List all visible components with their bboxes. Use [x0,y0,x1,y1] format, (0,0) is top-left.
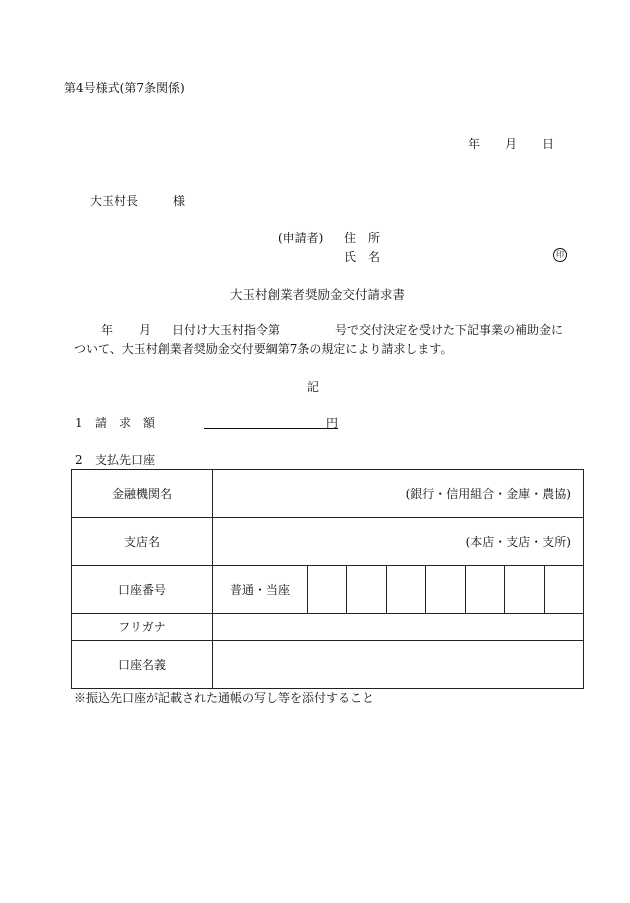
body-month-label: 月 [139,323,152,337]
body-line1-rest: 号で交付決定を受けた下記事業の補助金に [335,323,564,337]
address-label: 住 所 [344,231,381,245]
account-digit-box[interactable] [545,566,584,614]
amount-unit: 円 [326,416,339,430]
account-digit-box[interactable] [347,566,387,614]
bank-name-label: 金融機関名 [72,470,213,518]
furigana-field[interactable] [213,614,584,641]
account-type-options: 普通・当座 [213,566,308,614]
item2-number: 2 [75,453,83,467]
item2-label: 支払先口座 [95,453,156,467]
bank-account-table [71,469,584,689]
addressee-honorific: 様 [173,194,186,208]
date-year-label: 年 [468,137,481,151]
account-holder-label: 口座名義 [72,641,213,689]
item1-label: 請 求 額 [95,416,156,430]
account-digit-box[interactable] [308,566,347,614]
applicant-label: (申請者) [278,231,324,245]
body-line2: ついて、大玉村創業者奨励金交付要綱第7条の規定により請求します。 [74,342,453,356]
account-holder-field[interactable] [213,641,584,689]
account-number-label: 口座番号 [72,566,213,614]
name-label: 氏 名 [344,250,381,264]
item1-number: 1 [75,416,83,430]
body-year-label: 年 [101,323,114,337]
body-date-prefix: 日付け大玉村指令第 [172,323,281,337]
amount-underline [204,428,338,429]
branch-type-options: (本店・支店・支所) [213,518,584,566]
document-title: 大玉村創業者奨励金交付請求書 [230,287,406,302]
account-digit-box[interactable] [505,566,545,614]
form-number: 第4号様式(第7条関係) [64,81,185,95]
date-month-label: 月 [505,137,518,151]
seal-mark-icon: 印 [553,248,567,262]
furigana-label: フリガナ [72,614,213,641]
attachment-note: ※振込先口座が記載された通帳の写し等を添付すること [74,691,375,705]
bank-type-options: (銀行・信用組合・金庫・農協) [213,470,584,518]
addressee-name: 大玉村長 [90,194,139,208]
date-day-label: 日 [542,137,555,151]
ki-heading: 記 [307,380,320,394]
account-digit-box[interactable] [426,566,466,614]
branch-name-label: 支店名 [72,518,213,566]
account-digit-box[interactable] [466,566,505,614]
account-digit-box[interactable] [387,566,426,614]
